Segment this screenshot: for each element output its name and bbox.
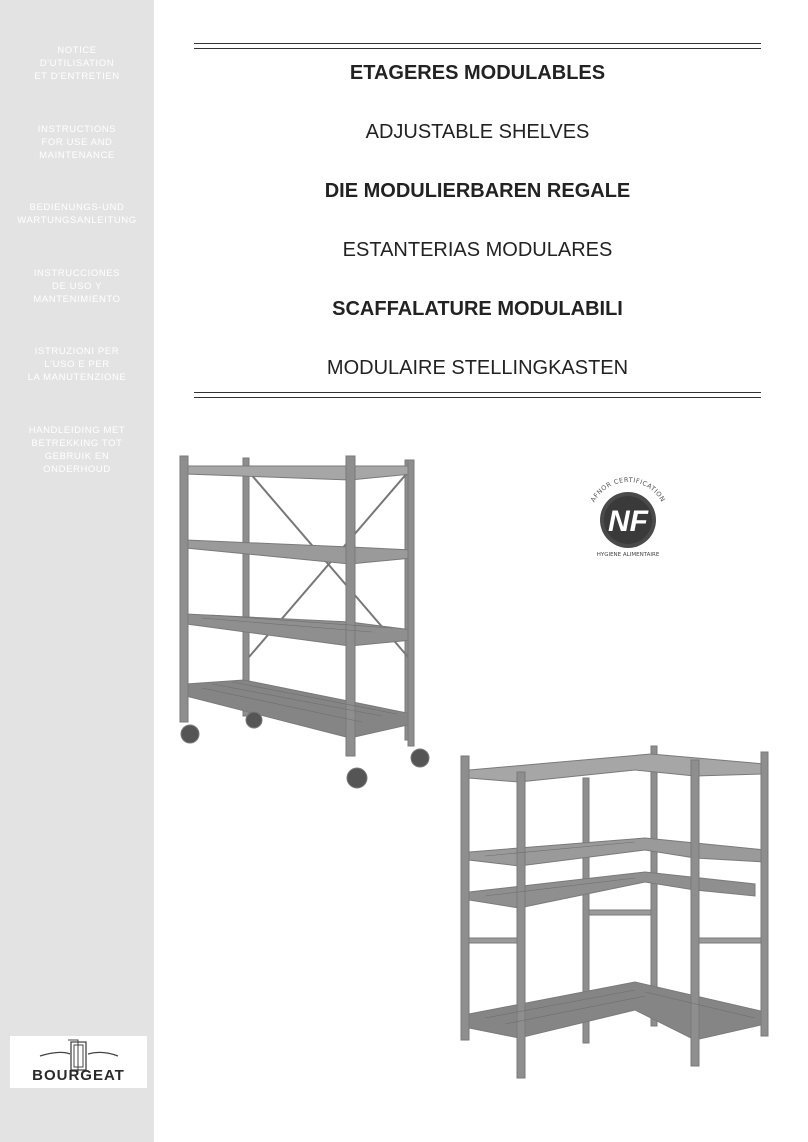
title-es: ESTANTERIAS MODULARES	[342, 239, 613, 261]
title-it: SCAFFALATURE MODULABILI	[332, 298, 623, 320]
cert-caption: HYGIENE ALIMENTAIRE	[596, 552, 660, 558]
cert-mark: NF	[608, 505, 648, 538]
nf-certification-icon	[578, 474, 678, 560]
title-nl: MODULAIRE STELLINGKASTEN	[326, 357, 629, 379]
top-rule-2	[194, 48, 761, 49]
title-fr: ETAGERES MODULABLES	[349, 62, 606, 84]
lang-block-nl	[0, 424, 154, 476]
lang-line: INSTRUCTIONS	[37, 124, 117, 135]
lang-line: ET D'ENTRETIEN	[34, 71, 120, 82]
lang-line: MANTENIMIENTO	[33, 294, 121, 305]
bottom-rule-1	[194, 392, 761, 393]
lang-line: BETREKKING TOT	[31, 438, 123, 449]
mobile-shelving-icon	[172, 452, 442, 797]
brand-logo	[10, 1036, 147, 1088]
corner-shelving-icon	[455, 742, 775, 1087]
lang-line: WARTUNGSANLEITUNG	[17, 215, 137, 226]
lang-line: DE USO Y	[51, 281, 103, 292]
sidebar	[0, 0, 154, 1142]
bottom-rule-2	[194, 397, 761, 398]
lang-block-en	[0, 123, 154, 162]
lang-line: ONDERHOUD	[43, 464, 111, 475]
lang-line: ISTRUZIONI PER	[34, 346, 120, 357]
lang-block-it	[0, 345, 154, 384]
lang-line: D'UTILISATION	[39, 58, 115, 69]
lang-block-es	[0, 267, 154, 306]
top-rule-1	[194, 43, 761, 44]
lang-line: LA MANUTENZIONE	[27, 372, 127, 383]
lang-line: NOTICE	[57, 45, 97, 56]
lang-line: MAINTENANCE	[39, 150, 115, 161]
lang-block-de	[0, 201, 154, 227]
lang-line: FOR USE AND	[41, 137, 113, 148]
lang-line: HANDLEIDING MET	[28, 425, 126, 436]
brand-name: BOURGEAT	[32, 1067, 125, 1084]
lang-line: BEDIENUNGS-UND	[29, 202, 125, 213]
lang-line: L'USO E PER	[44, 359, 110, 370]
title-de: DIE MODULIERBAREN REGALE	[324, 180, 631, 202]
lang-line: INSTRUCCIONES	[33, 268, 121, 279]
lang-line: GEBRUIK EN	[44, 451, 110, 462]
title-en: ADJUSTABLE SHELVES	[365, 121, 590, 143]
cert-ring-text: AFNOR CERTIFICATION	[589, 475, 667, 504]
lang-block-fr	[0, 44, 154, 83]
